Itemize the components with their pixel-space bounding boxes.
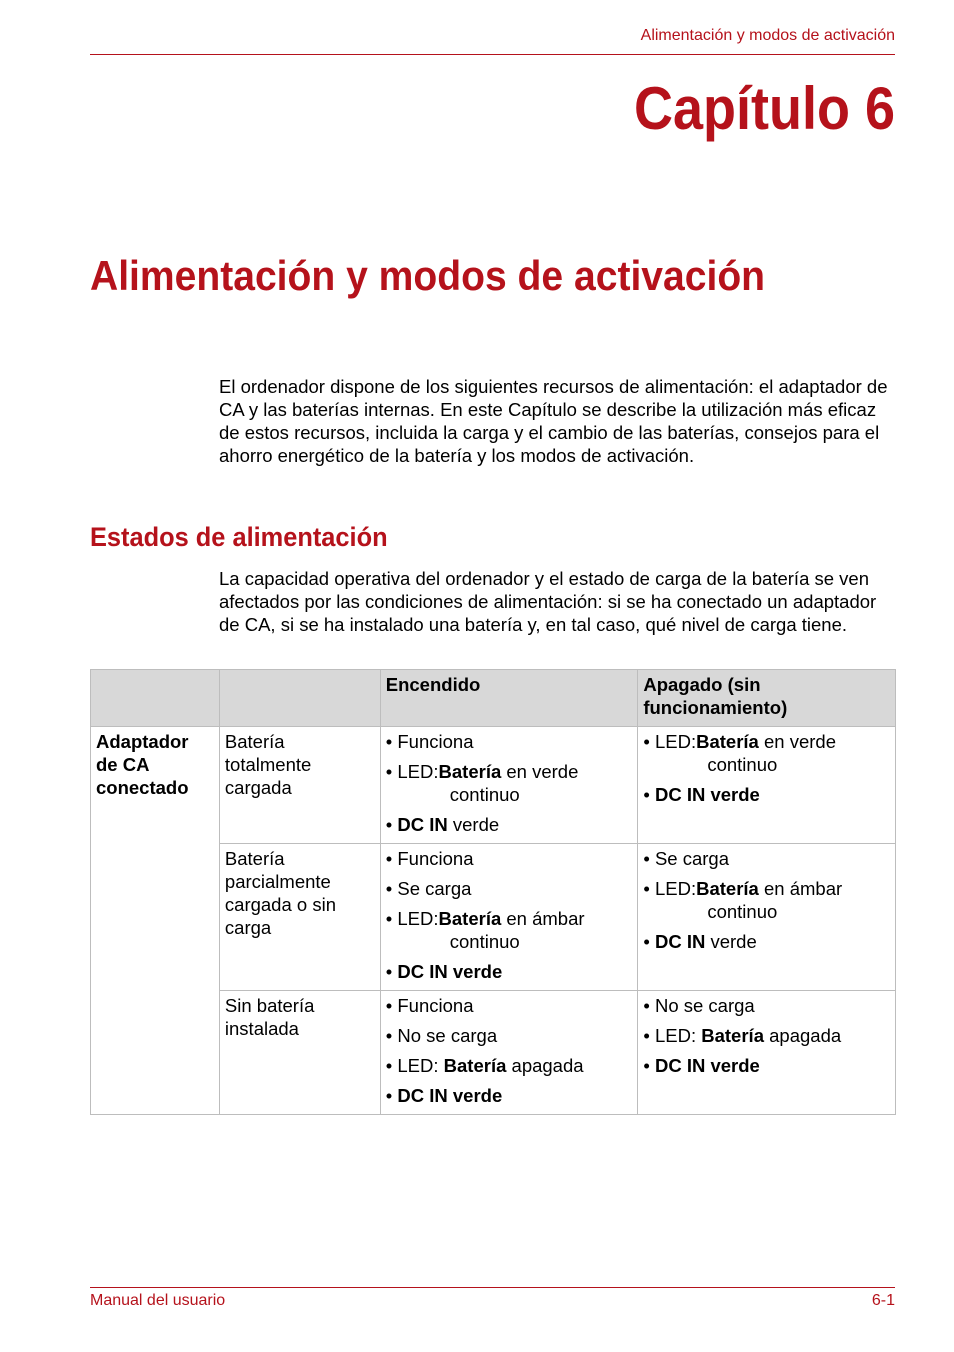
- power-states-table: [90, 669, 896, 1115]
- running-header: Alimentación y modos de activación: [640, 27, 895, 44]
- list-item: • DC IN verde: [643, 1055, 760, 1076]
- condition-cell: Sin batería instalada: [219, 991, 380, 1115]
- header-cell-on: Encendido: [380, 670, 638, 727]
- section-title: Estados de alimentación: [90, 522, 388, 552]
- table-row: [91, 727, 896, 844]
- footer-manual-title: Manual del usuario: [90, 1292, 226, 1309]
- on-state-cell: [380, 727, 638, 844]
- header-rule: [90, 54, 895, 55]
- intro-paragraph: El ordenador dispone de los siguientes recursos de alimentación: el adaptador de CA y las baterías internas. En este Capítulo se describe la utilización más eficaz de estos recursos, incluida la carga y el cambio de las baterías, consejos para el ahorro energético de la batería y los modos de activación.: [219, 376, 888, 466]
- page-number: 6-1: [871, 1292, 895, 1309]
- off-state-cell: [638, 991, 896, 1115]
- header-cell-empty-1: [91, 670, 220, 727]
- list-item: • LED:Batería en verde continuo: [385, 761, 579, 805]
- list-item: • DC IN verde: [385, 1085, 503, 1106]
- list-item: • Funciona: [385, 848, 474, 869]
- list-item: • DC IN verde: [385, 814, 500, 835]
- list-item: • Se carga: [643, 848, 730, 869]
- list-item: • LED:Batería en verde continuo: [643, 731, 836, 775]
- off-state-cell: [638, 727, 896, 844]
- list-item: • No se carga: [643, 995, 755, 1016]
- condition-cell: Batería totalmente cargada: [219, 727, 380, 844]
- list-item: • LED: Batería apagada: [643, 1025, 842, 1046]
- header-cell-empty-2: [219, 670, 380, 727]
- list-item: • DC IN verde: [643, 784, 760, 805]
- list-item: • DC IN verde: [643, 931, 757, 952]
- header-cell-off: Apagado (sin funcionamiento): [638, 670, 896, 727]
- chapter-label: Capítulo 6: [633, 75, 895, 142]
- list-item: • No se carga: [385, 1025, 498, 1046]
- table-header-row: [91, 670, 896, 727]
- list-item: • Funciona: [385, 731, 474, 752]
- list-item: • LED:Batería en ámbar continuo: [385, 908, 585, 952]
- off-state-cell: [638, 844, 896, 991]
- on-state-cell: [380, 844, 638, 991]
- on-state-cell: [380, 991, 638, 1115]
- section-paragraph: La capacidad operativa del ordenador y el estado de carga de la batería se ven afectados por las condiciones de alimentación: si se ha conectado un adaptador de CA, si se ha instalado una batería y, en tal caso, qué nivel de carga tiene.: [219, 568, 877, 635]
- condition-cell: Batería parcialmente cargada o sin carga: [219, 844, 380, 991]
- page-title: Alimentación y modos de activación: [90, 252, 766, 299]
- list-item: • Funciona: [385, 995, 474, 1016]
- footer-rule: [90, 1287, 895, 1288]
- list-item: • DC IN verde: [385, 961, 503, 982]
- list-item: • LED: Batería apagada: [385, 1055, 584, 1076]
- group-label-cell: Adaptador de CA conectado: [91, 727, 220, 1115]
- list-item: • LED:Batería en ámbar continuo: [643, 878, 843, 922]
- list-item: • Se carga: [385, 878, 472, 899]
